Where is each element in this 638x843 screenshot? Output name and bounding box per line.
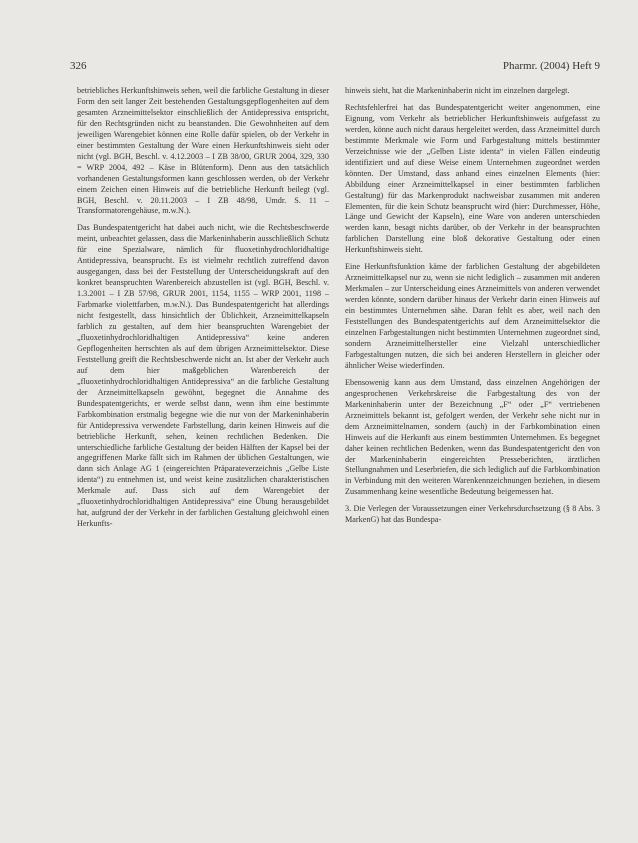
paragraph: Eine Herkunftsfunktion käme der farblichen Gestaltung der abgebildeten Arzneimittelkapsel nur zu, wenn sie nicht lediglich – zusammen mit anderen Merkmalen – zur Unterscheidung eines Arzneimittels von anderen verwendet werden könnte, sondern darüber hinaus der Verkehr darin einen Hinweis auf ein bestimmtes Unternehmen sähe. Daran fehlt es aber, weil nach den Feststellungen des Bundespatentgerichts auf dem Arzneimittelsektor die einzelnen Farbgestaltungen nicht bestimmten Unternehmen zugeordnet sind, sondern Arzneimittelhersteller eine Vielzahl unterschiedlicher Farbgestaltungen nutzen, die sich bei anderen Herstellern in gleicher oder ähnlicher Weise wiederfinden.: [345, 262, 600, 370]
page-number: 326: [70, 60, 87, 72]
paragraph: betriebliches Herkunftshinweis sehen, weil die farbliche Gestaltung in dieser Form den seit langer Zeit bestehenden Gestaltungsgepflogenheiten auf dem gesamten Arzneimittelsektor einschließlich der Antidepressiva entspricht, für den Rechtsgründen nicht zu beanstanden. Die Gewohnheiten auf dem jeweiligen Warengebiet können eine Rolle dafür spielen, ob der Verkehr in einer bestimmten Gestaltung der Ware einen Herkunftshinweis sieht oder nicht (vgl. BGH, Beschl. v. 4.12.2003 – I ZB 38/00, GRUR 2004, 329, 330 = WRP 2004, 492 – Käse in Blütenform). Denn aus den tatsächlich vorhandenen Gestaltungsformen kann geschlossen werden, ob der Verkehr einem Zeichen einen Hinweis auf die betriebliche Herkunft beilegt (vgl. BGH, Beschl. v. 20.11.2003 – I ZB 48/98, Umdr. S. 11 – Transformatorengehäuse, m.w.N.).: [77, 86, 329, 216]
paragraph: hinweis sieht, hat die Markeninhaberin nicht im einzelnen dargelegt.: [345, 86, 570, 95]
right-column: [345, 86, 600, 791]
paragraph: Ebensowenig kann aus dem Umstand, dass einzelnen Angehörigen der angesprochenen Verkehrskreise die Farbgestaltung des von der Markeninhaberin unter der Bezeichnung „F“ oder „F“ vertriebenen Arzneimittels bekannt ist, gefolgert werden, der Verkehr sehe nicht nur in dem Arzneimittelnamen, sondern (auch) in der Farbkombination einen Hinweis auf die Herkunft aus einem bestimmten Unternehmen. Es begegnet daher keinen rechtlichen Bedenken, wenn das Bundespatentgericht den von der Markeninhaberin eingereichten Presseberichten, ärztlichen Stellungnahmen und Leserbriefen, die sich lediglich auf die Farbkombination in Verbindung mit den weiteren Warenkennzeichnungen beziehen, in diesem Zusammenhang keine wesentliche Bedeutung beigemessen hat.: [345, 377, 600, 497]
left-column: [77, 86, 329, 786]
page-header: [70, 60, 600, 74]
paragraph: Rechtsfehlerfrei hat das Bundespatentgericht weiter angenommen, eine Eignung, vom Verkehr als betrieblicher Herkunftshinweis aufgefasst zu werden, könne auch nicht daraus hergeleitet werden, dass Arzneimittel durch bestimmte Merkmale wie Form und Farbgestaltung mittels bestimmter Verzeichnisse wie der „Gelben Liste identa“ in vielen Fällen eindeutig identifiziert und auf diese Weise einem Unternehmen zugeordnet werden könnten. Der Umstand, dass anhand eines einzelnen Elements (hier: Abbildung einer Arzneimittelkapsel in einer bestimmten farblichen Gestaltung) für das Markenprodukt nachweisbar zusammen mit anderen Elementen, für die kein Schutz beansprucht wird (hier: Durchmesser, Höhe, Länge und Gewicht der Kapseln), eine Ware von anderen unterschieden werden kann, besagt nichts darüber, ob der Verkehr in der beanspruchten farblichen Darstellung eine bloß dekorative Gestaltung oder einen Herkunftshinweis sieht.: [345, 102, 600, 255]
paragraph: Das Bundespatentgericht hat dabei auch nicht, wie die Rechtsbeschwerde meint, unbeachtet gelassen, dass die Markeninhaberin ausschließlich Schutz für eine Spezialware, nämlich für fluoxetinhydrochloridhaltige Antidepressiva, beansprucht. Es ist vielmehr rechtlich zutreffend davon ausgegangen, dass bei der Feststellung der Unterscheidungskraft auf den konkret beanspruchten Warenbereich abzustellen ist (vgl. BGH, Beschl. v. 1.3.2001 – I ZB 57/98, GRUR 2001, 1154, 1155 – WRP 2001, 1198 – Farbmarke violettfarben, m.w.N.). Das Bundespatentgericht hat allerdings nicht festgestellt, dass hinsichtlich der Üblichkeit, Arzneimittelkapseln farblich zu gestalten, auf dem hier beanspruchten Warengebiet der „fluoxetinhydrochloridhaltigen Antidepressiva“ keine anderen Gepflogenheiten herrschten als auf dem übrigen Arzneimittelsektor. Diese Feststellung greift die Rechtsbeschwerde nicht an. Ist aber der Verkehr auch auf dem hier maßgeblichen Warenbereich der „fluoxetinhydrochloridhaltigen Antidepressiva“ an die farbliche Gestaltung der Arzneimittelkapseln gewöhnt, begegnet die Annahme des Bundespatentgerichts, er werde selbst dann, wenn ihm eine bestimmte Farbkombination erstmalig begegne wie die nur von der Markeninhaberin für Antidepressiva verwendete Farbstellung, darin keinen Hinweis auf die betriebliche Herkunft, sehen, keinen rechtlichen Bedenken. Die unterschiedliche farbliche Gestaltung der beiden Hälften der Kapsel bei der angegriffenen Marke fällt sich im Rahmen der üblichen Gestaltungen, wie dann sich Anlage AG 1 (eingereichten Präparateverzeichnis „Gelbe Liste identa“) zu entnehmen ist, und weist keine zusätzlichen charakteristischen Merkmale auf. Dass sich auf dem Warengebiet der „fluoxetinhydrochloridhaltigen Antidepressiva“ eine Übung herausgebildet hat, aufgrund der der Verkehr in der farblichen Gestaltung gleichwohl einen Herkunfts-: [77, 223, 329, 529]
paragraph: 3. Die Verlegen der Voraussetzungen einer Verkehrsdurchsetzung (§ 8 Abs. 3 MarkenG) hat das Bundespa-: [345, 504, 600, 525]
journal-reference: Pharmr. (2004) Heft 9: [502, 60, 600, 72]
